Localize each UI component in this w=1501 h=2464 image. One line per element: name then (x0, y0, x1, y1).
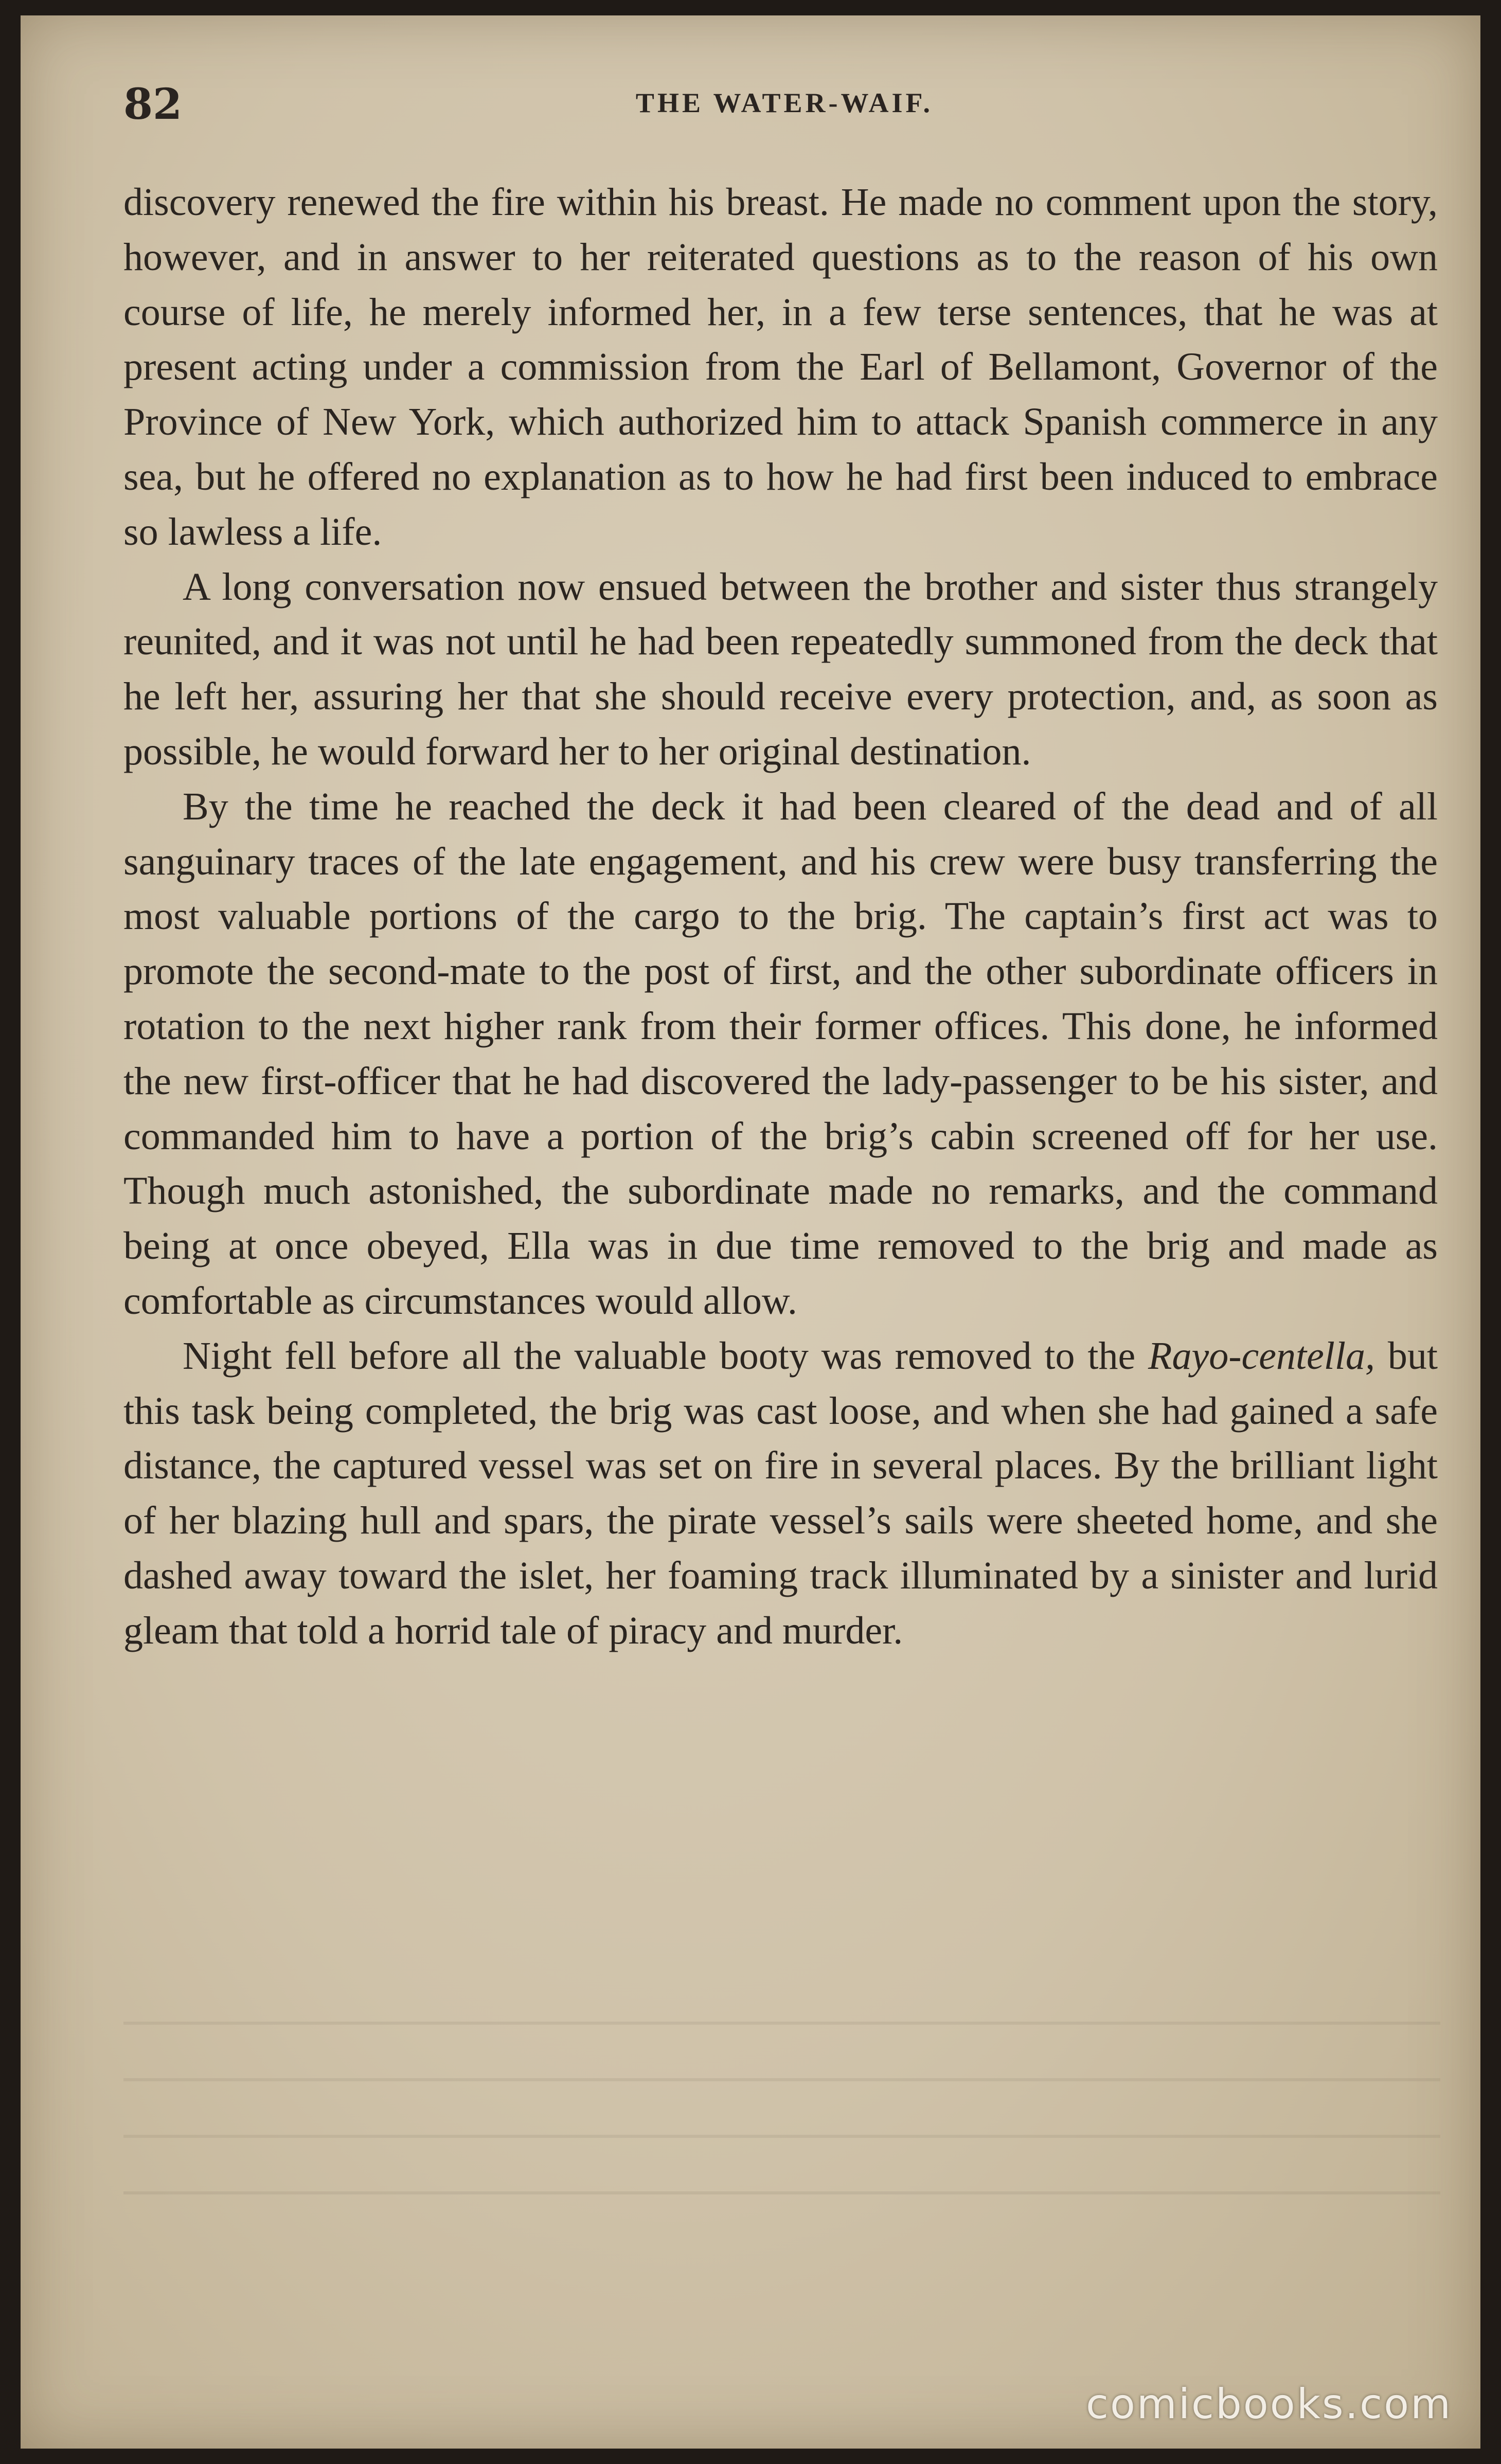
paragraph-4-after: but this task being completed, the brig was cast loose, and when she had gained a safe distance, the captured vessel was set on fire in several places. By the brilliant light of her blazing hull and spars, the pirate vessel’s sails were sheeted home, and she dashed away toward the islet, her foaming track illuminated by a sinister and lurid gleam that told a horrid tale of piracy and murder. (123, 1334, 1438, 1652)
bleed-through-line (123, 2022, 1440, 2025)
bleed-through-line (123, 2135, 1440, 2138)
book-page (21, 15, 1480, 2449)
body-text (123, 175, 1438, 1658)
page-header (123, 80, 1445, 136)
ship-name: Rayo-centella, (1148, 1334, 1375, 1378)
paragraph-2: A long conversation now ensued between the brother and sister thus strangely reunited, and it was not until he had been repeatedly summoned from the deck that he left her, assuring her that she should receive every protection, and, as soon as possible, he would forward her to her original destination. (123, 565, 1438, 773)
paragraph-4-before: Night fell before all the valuable booty was removed to the (183, 1334, 1149, 1378)
bleed-through-line (123, 2078, 1440, 2081)
paragraph-3: By the time he reached the deck it had been cleared of the dead and of all sanguinary traces of the late engagement, and his crew were busy transferring the most valuable portions of the cargo to the brig. The captain’s first act was to promote the second-mate to the post of first, and the other subordinate officers in rotation to the next higher rank from their former offices. This done, he informed the new first-officer that he had discovered the lady-passenger to be his sister, and commanded him to have a portion of the brig’s cabin screened off for her use. Though much astonished, the subordinate made no remarks, and the command being at once obeyed, Ella was in due time removed to the brig and made as comfortable as circumstances would allow. (123, 784, 1438, 1323)
paragraph-1: discovery renewed the fire within his breast. He made no comment upon the story, however, and in answer to her reiterated questions as to the reason of his own course of life, he merely informed her, in a few terse sentences, that he was at present acting under a commission from the Earl of Bellamont, Governor of the Province of New York, which authorized him to attack Spanish commerce in any sea, but he offered no explanation as to how he had first been induced to embrace so lawless a life. (123, 181, 1438, 553)
watermark: comicbooks.com (1085, 2380, 1452, 2428)
bleed-through-line (123, 2191, 1440, 2194)
page-number: 82 (123, 80, 183, 129)
running-head: THE WATER-WAIF. (635, 87, 934, 118)
paragraph-4 (123, 1329, 1438, 1658)
